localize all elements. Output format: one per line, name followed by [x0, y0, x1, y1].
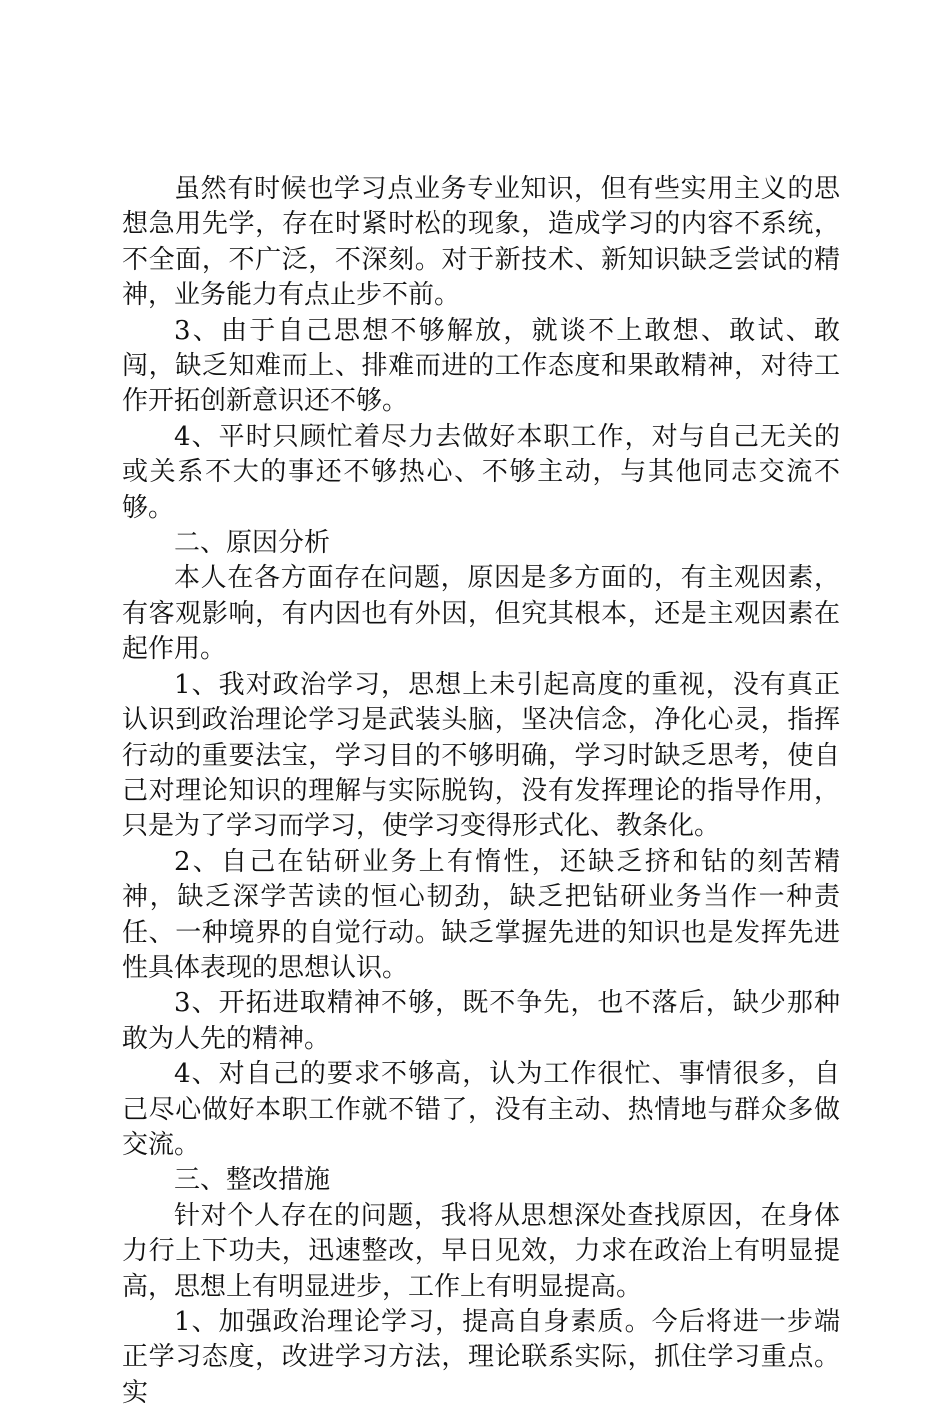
paragraph-study-attitude: 虽然有时候也学习点业务专业知识，但有些实用主义的思想急用先学，存在时紧时松的现象，造成学习的内容不系统，不全面，不广泛，不深刻。对于新技术、新知识缺乏尝试的精神，业务能力有点止步不前。 — [122, 174, 840, 311]
paragraph-cause-intro: 本人在各方面存在问题，原因是多方面的，有主观因素，有客观影响，有内因也有外因，但究其根本，还是主观因素在起作用。 — [122, 563, 840, 665]
paragraph-cause-1: 1、我对政治学习，思想上未引起高度的重视，没有真正认识到政治理论学习是武装头脑，坚决信念，净化心灵，指挥行动的重要法宝，学习目的不够明确，学习时缺乏思考，使自己对理论知识的理解与实际脱钩，没有发挥理论的指导作用，只是为了学习而学习，使学习变得形式化、教条化。 — [122, 669, 840, 842]
section-heading-rectification: 三、整改措施 — [174, 1165, 331, 1196]
paragraph-problem-3: 3、由于自己思想不够解放，就谈不上敢想、敢试、敢闯，缺乏知难而上、排难而进的工作态度和果敢精神，对待工作开拓创新意识还不够。 — [122, 315, 840, 417]
paragraph-cause-4: 4、对自己的要求不够高，认为工作很忙、事情很多，自己尽心做好本职工作就不错了，没有主动、热情地与群众多做交流。 — [122, 1059, 840, 1160]
document-body — [122, 172, 840, 1411]
paragraph-cause-2: 2、自己在钻研业务上有惰性，还缺乏挤和钻的刻苦精神，缺乏深学苦读的恒心韧劲，缺乏把钻研业务当作一种责任、一种境界的自觉行动。缺乏掌握先进的知识也是发挥先进性具体表现的思想认识。 — [122, 846, 840, 983]
paragraph-problem-4: 4、平时只顾忙着尽力去做好本职工作，对与自己无关的或关系不大的事还不够热心、不够主动，与其他同志交流不够。 — [122, 421, 840, 523]
paragraph-rectification-1: 1、加强政治理论学习，提高自身素质。今后将进一步端正学习态度，改进学习方法，理论联系实际，抓住学习重点。实 — [122, 1307, 840, 1408]
paragraph-rectification-intro: 针对个人存在的问题，我将从思想深处查找原因，在身体力行上下功夫，迅速整改，早日见效，力求在政治上有明显提高，思想上有明显进步，工作上有明显提高。 — [122, 1200, 840, 1302]
section-heading-cause-analysis: 二、原因分析 — [174, 528, 331, 559]
paragraph-cause-3: 3、开拓进取精神不够，既不争先，也不落后，缺少那种敢为人先的精神。 — [122, 988, 840, 1054]
